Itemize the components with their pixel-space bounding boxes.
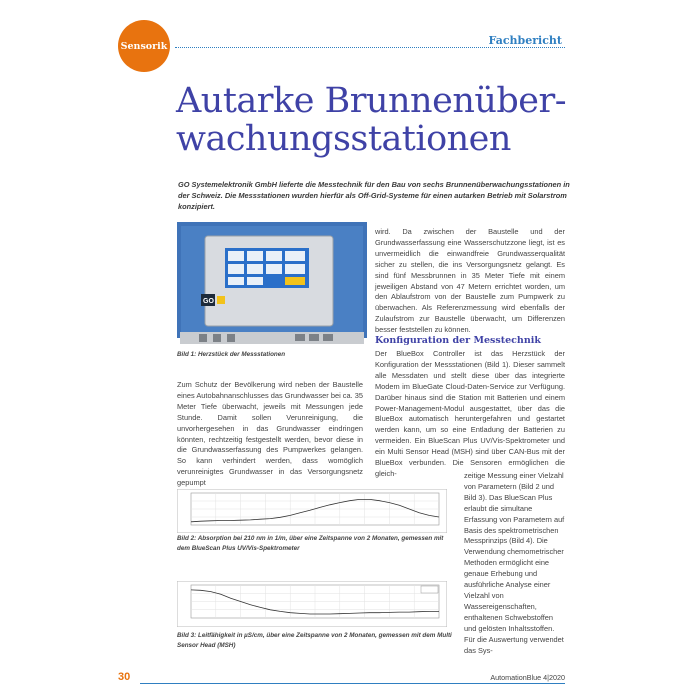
body-paragraph-1: Der BlueBox Controller ist das Herzstück der Konfiguration der Messstationen (Bild 1). Dieser sammelt alle Messdaten und stellt diese über das integrierte Modem im BlueGate Cloud-Daten-Service zur Verfügung. Darüber hinaus sind die Station mit Batterien und einem Power-Management-Modul ausgestattet, über das die BlueBox automatisch heruntergefahren und gestartet werden kann, um so eine Entladung der Batterien zu vermeiden. Ein BlueScan Plus UV/Vis-Spektrometer und ein Multi Sensor Head (MSH) sind über CAN-Bus mit der BlueBox verbunden. Die Sensoren ermöglichen die gleich- <box>375 349 565 478</box>
footer-divider <box>140 683 565 684</box>
article-title <box>176 82 596 158</box>
figure-2-chart <box>177 489 447 533</box>
section-badge: Sensorik <box>118 20 170 72</box>
title-line-2: wachungsstationen <box>176 119 511 159</box>
section-heading: Konfiguration der Messtechnik <box>375 335 541 346</box>
figure-2-caption: Bild 2: Absorption bei 210 nm in 1/m, über eine Zeitspanne von 2 Monaten, gemessen mit dem BlueScan Plus UV/Vis-Spektrometer <box>177 535 444 552</box>
svg-text:GO: GO <box>203 298 214 305</box>
category-label: Fachbericht <box>488 34 562 47</box>
header-divider <box>175 47 565 48</box>
page-number: 30 <box>118 671 131 683</box>
intro-paragraph-left: Zum Schutz der Bevölkerung wird neben der Baustelle eines Autobahnanschlusses das Grundwasser bei ca. 35 Meter Tiefe überwacht, jeweils mit Messungen jede Stunde. Damit sollen Verunreinigung, die unvorhergesehen in das Grundwasser eindringen könnten, rechtzeitig festgestellt werden, bevor diese in die Grundwasserfassung des Pumpwerkes gelangen. So kann verhindert werden, dass womöglich verunreinigtes Grundwasser in das Versorgungsnetz gepumpt <box>177 380 363 488</box>
title-line-1: Autarke Brunnenüber- <box>176 81 567 121</box>
figure-3-chart <box>177 581 447 627</box>
figure-1-device-photo <box>177 222 367 345</box>
figure-3-caption: Bild 3: Leitfähigkeit in µS/cm, über eine Zeitspanne von 2 Monaten, gemessen mit dem Multi Sensor Head (MSH) <box>177 632 452 649</box>
article-lead: GO Systemelektronik GmbH lieferte die Messtechnik für den Bau von sechs Brunnenüberwachungsstationen in der Schweiz. Die Messstationen wurden hierfür als Off-Grid-Systeme für einen autarken Betrieb mit Solarstrom konzipiert. <box>178 180 570 211</box>
intro-paragraph-right: wird. Da zwischen der Baustelle und der Grundwasserfassung eine Wasserschutzzone liegt, ist es unvermeidlich die einwandfreie Grundwasserqualität sicher zu stellen, die ins Versorgungsnetz gelangt. Es sind fünf Messbrunnen in 35 Meter Tiefe mit einem jeweiligen Abstand von 47 Metern errichtet worden, um den Ablaufstrom von der Baustelle zum Pumpwerk zu überwachen. Als Referenzmessung wird ebenfalls der Zulaufstrom zur Baustelle überwacht, um Differenzen besser feststellen zu können. <box>375 227 565 335</box>
body-paragraph-2: zeitige Messung einer Vielzahl von Parametern (Bild 2 und Bild 3). Das BlueScan Plus erlaubt die simultane Erfassung von Parametern auf Basis des spektrometrischen Messprinzips (Bild 4). Die Verwendung chemometrischer Methoden ermöglicht eine genaue Erhebung und ausführliche Analyse einer Vielzahl von Wassereigenschaften, enthaltenen Schwebstoffen und gelösten Inhaltsstoffen. Für die Auswertung verwendet das Sys- <box>464 471 565 655</box>
legend-box <box>421 586 438 593</box>
figure-1-caption: Bild 1: Herzstück der Messstationen <box>177 351 286 358</box>
publication-name: AutomationBlue 4|2020 <box>490 673 565 682</box>
